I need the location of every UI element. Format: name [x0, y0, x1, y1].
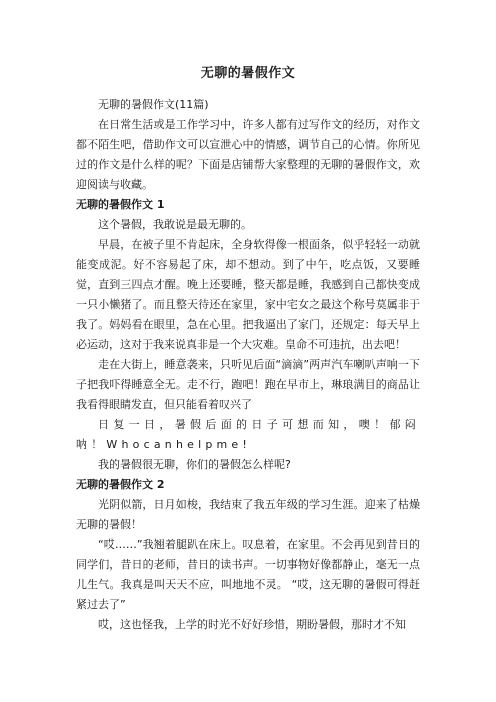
intro-paragraph: 在日常生活或是工作学习中，许多人都有过写作文的经历，对作文都不陌生吧，借助作文可以宣泄心中的情感，调节自己的心情。你所见过的作文是什么样的呢？下面是店铺帮大家整理的无聊的暑假作文，欢迎阅读与收藏。	[76, 118, 420, 191]
essay-2-paragraph-2: “哎……”我翘着腿趴在床上。叹息着，在家里。不会再见到昔日的同学们，昔日的老师，昔日的读书声。一切事物好像都静止，毫无一点儿生气。我真是叫天天不应，叫地地不灵。 “哎，这无聊的暑假可得赶紧过去了”	[76, 538, 420, 611]
essay-1-paragraph-2: 早晨，在被子里不肯起床，全身软得像一根面条，似乎轻轻一动就能变成泥。好不容易起了床，却不想动。到了中午，吃点饭，又要睡觉，直到三四点才醒。晚上还要睡，整天都是睡，我感到自己都快变成一只小懒猪了。而且整天待还在家里，家中宅女之最这个称号莫属非于我了。妈妈看在眼里，急在心里。把我逼出了家门，还规定：每天早上必运动，这对于我来说真非是一个大灾难。皇命不可违抗，出去吧！	[76, 238, 420, 351]
essay-1-paragraph-5: 我的暑假很无聊，你们的暑假怎么样呢?	[98, 458, 291, 471]
essay-1-heading: 无聊的暑假作文 1	[76, 198, 165, 211]
document-title: 无聊的暑假作文	[200, 66, 296, 81]
essay-2-paragraph-1: 光阴似箭，日月如梭，我结束了我五年级的学习生涯。迎来了枯燥无聊的暑假！	[76, 498, 420, 531]
essay-1-paragraph-3: 走在大街上，睡意袭来，只听见后面“滴滴”两声汽车喇叭声响一下子把我吓得睡意全无。走不行，跑吧！跑在早市上，琳琅满目的商品让我看得眼睛发直，但只能看着叹兴了	[76, 358, 420, 411]
essay-2-paragraph-3: 哎，这也怪我，上学的时光不好好珍惜，期盼暑假，那时才不知	[98, 618, 406, 631]
essay-2-heading: 无聊的暑假作文 2	[76, 478, 165, 491]
essay-1-paragraph-1: 这个暑假，我敢说是最无聊的。	[98, 218, 252, 231]
essay-1-paragraph-4: 日复一日，暑假后面的日子可想而知，噢！郁闷呐！Whocanhelpme!	[76, 418, 420, 451]
subtitle-paragraph: 无聊的暑假作文(11篇)	[98, 98, 209, 111]
